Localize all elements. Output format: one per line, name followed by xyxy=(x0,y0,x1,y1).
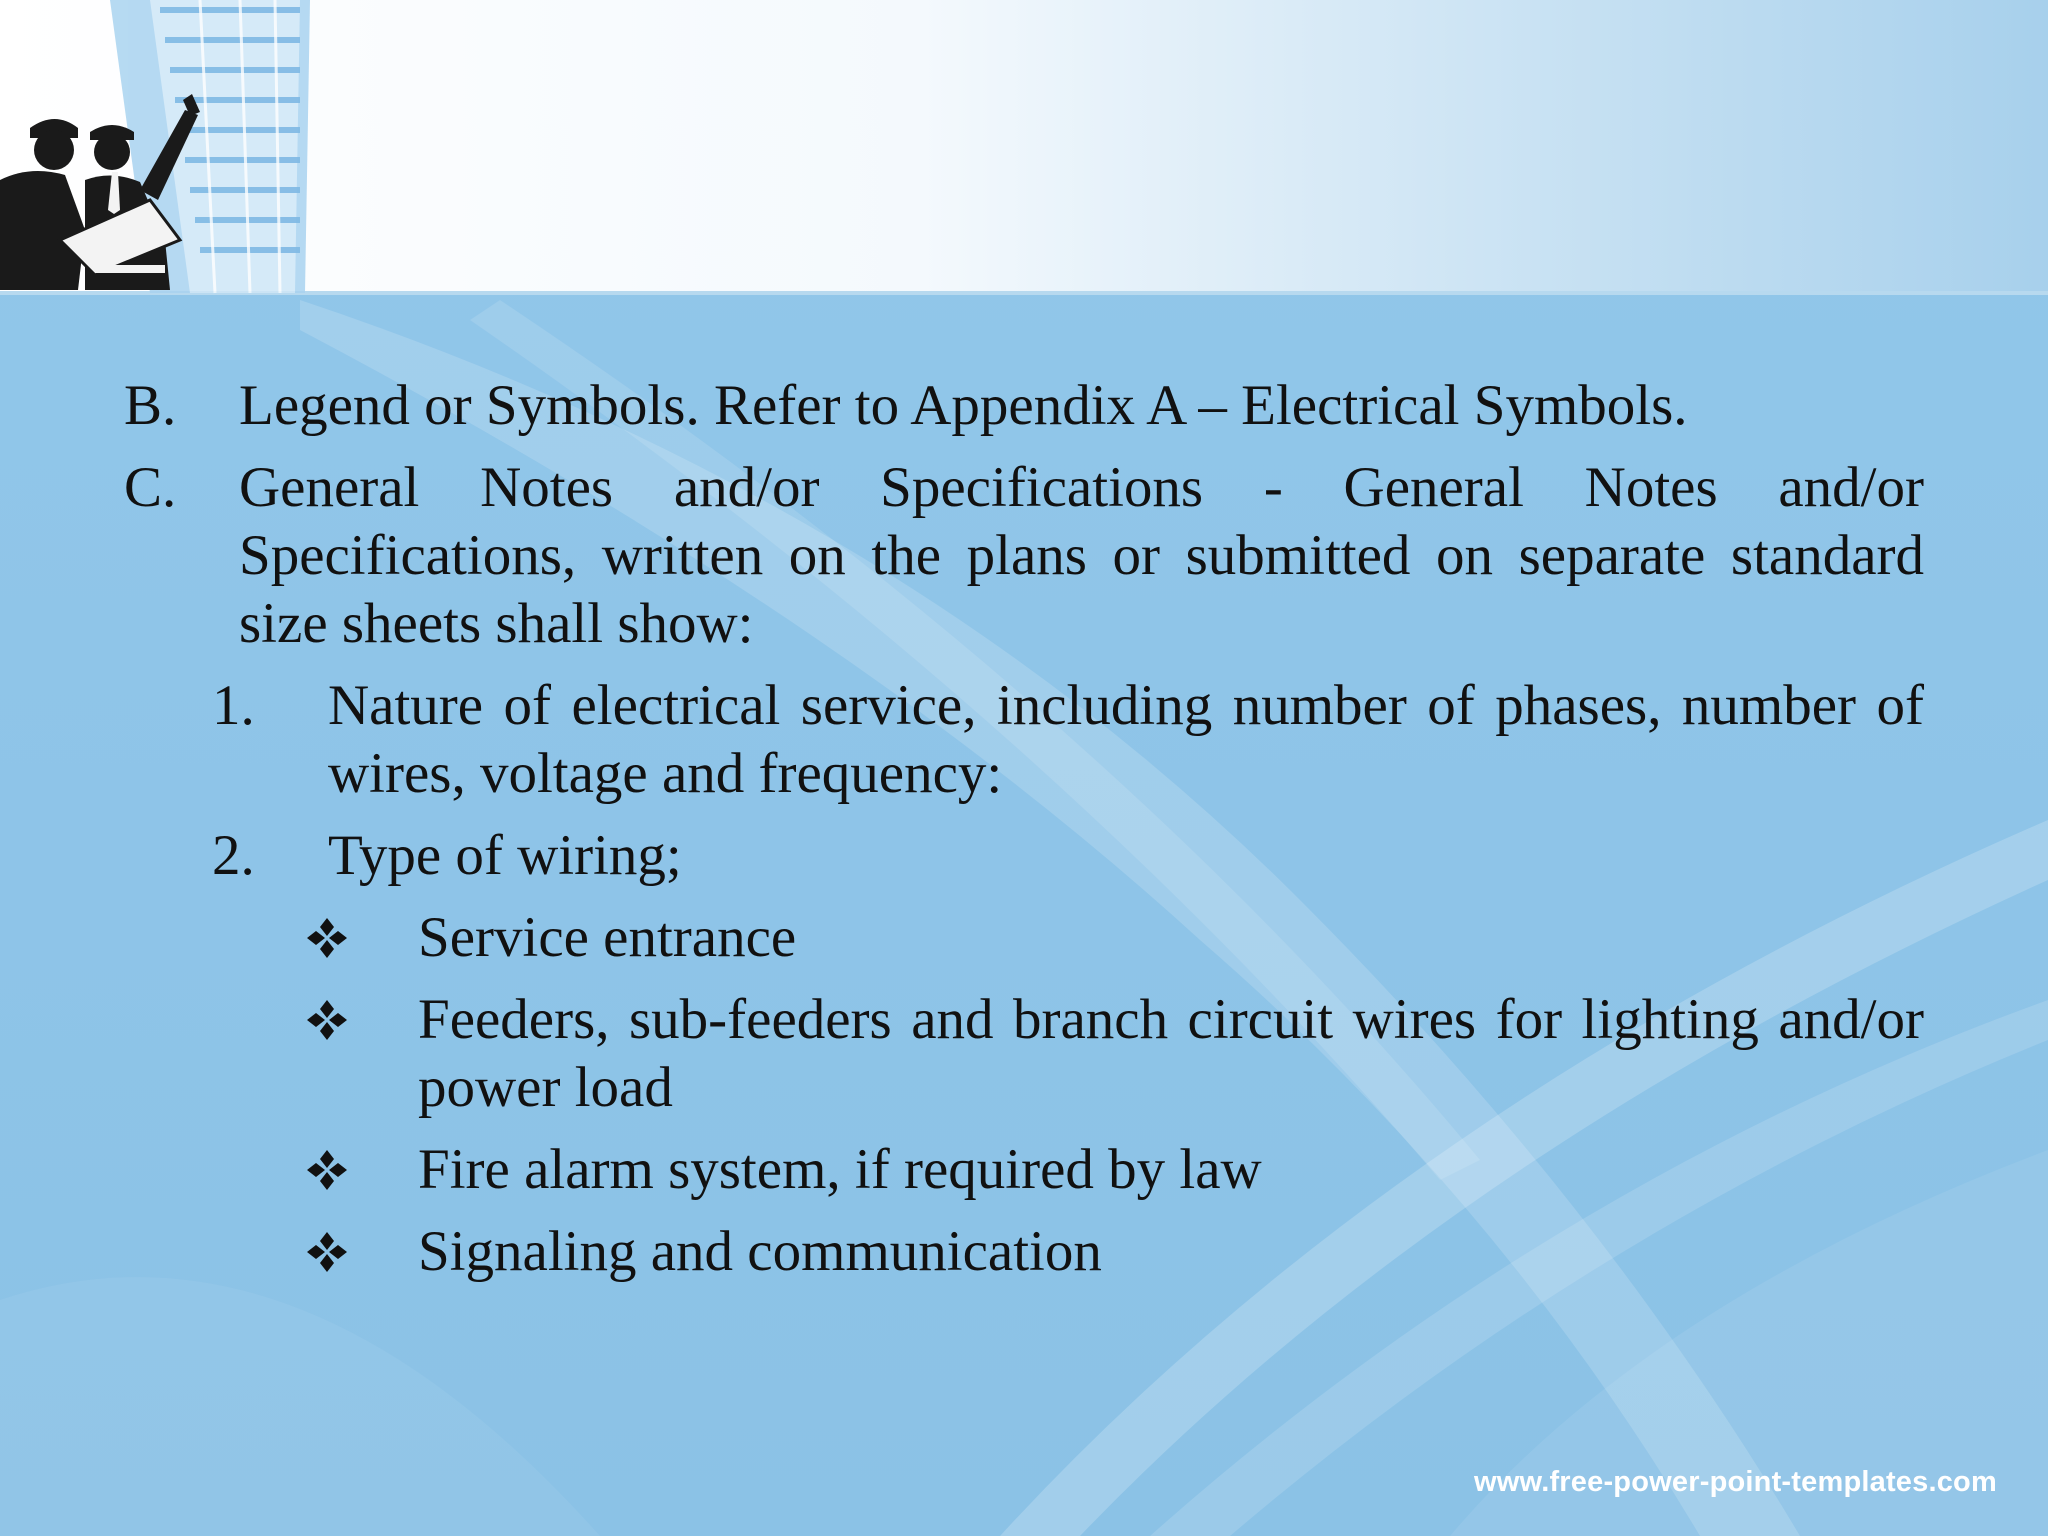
four-diamond-bullet-icon xyxy=(305,998,349,1042)
four-diamond-bullet-icon xyxy=(305,1148,349,1192)
bullet-text-feeders: Feeders, sub-feeders and branch circuit wires for lighting and/or power load xyxy=(418,988,1924,1119)
item-marker-1: 1. xyxy=(212,674,255,737)
bullet-text-fire-alarm: Fire alarm system, if required by law xyxy=(418,1138,1262,1201)
item-text-nature-of-service: Nature of electrical service, including number of phases, number of wires, voltage and frequency: xyxy=(328,674,1924,805)
item-text-legend: Legend or Symbols. Refer to Appendix A – Electrical Symbols. xyxy=(239,374,1688,437)
item-marker-b: B. xyxy=(124,374,177,437)
four-diamond-bullet-icon xyxy=(305,916,349,960)
item-text-type-of-wiring: Type of wiring; xyxy=(328,824,682,887)
footer-url: www.free-power-point-templates.com xyxy=(1474,1466,1997,1498)
item-marker-2: 2. xyxy=(212,824,255,887)
four-diamond-bullet-icon xyxy=(305,1230,349,1274)
bullet-text-service-entrance: Service entrance xyxy=(418,906,797,969)
item-marker-c: C. xyxy=(124,456,177,519)
item-text-general-notes: General Notes and/or Specifications - General Notes and/or Specifications, written on the plans or submitted on separate standard size sheets shall show: xyxy=(239,456,1924,655)
bullet-text-signaling: Signaling and communication xyxy=(418,1220,1102,1283)
